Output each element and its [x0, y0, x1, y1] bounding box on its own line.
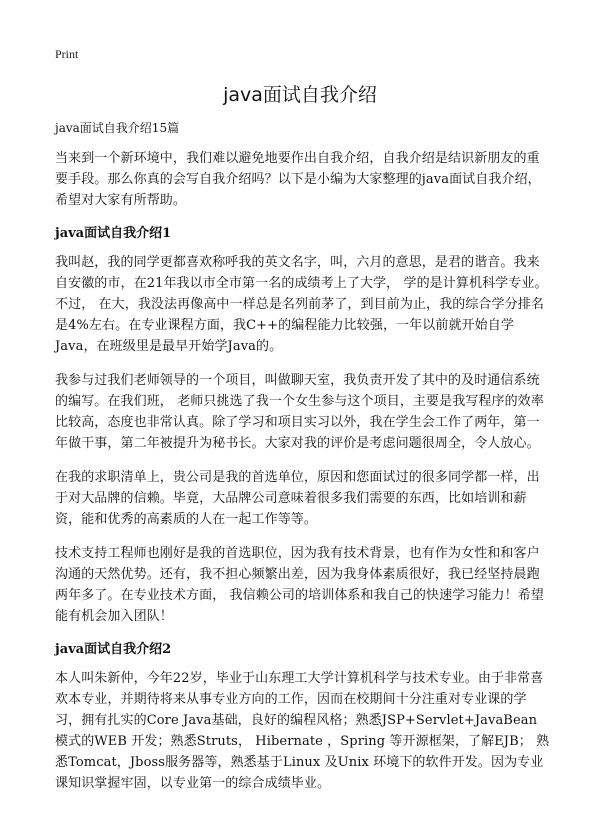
- section-paragraph: 我参与过我们老师领导的一个项目，叫做聊天室，我负责开发了其中的及时通信系统的编写。在我们班， 老师只挑选了我一个女生参与这个项目，主要是我写程序的效率比较高，态度也非常认真。除了学习和项目实习以外，我在学生会工作了两年，第一年做干事，第二年被提升为秘书长。大家对我的评价是考虑问题很周全，令人放心。: [55, 373, 544, 451]
- section-paragraph: 本人叫朱新仲，今年22岁，毕业于山东理工大学计算机科学与技术专业。由于非常喜欢本专业，并期待将来从事专业方向的工作，因而在校期间十分注重对专业课的学习，拥有扎实的Core Java基础，良好的编程风格；熟悉JSP+Servlet+JavaBean 模式的WEB 开发；熟悉Struts， Hibernate ，Spring 等开源框架，了解EJB； 熟悉Tomcat，Jboss服务器等，熟悉基于Linux 及Unix 环境下的软件开发。因为专业课知识掌握牢固，以专业第一的综合成绩毕业。: [55, 671, 550, 791]
- article-body: [55, 120, 550, 807]
- section-heading: java面试自我介绍1: [55, 226, 172, 241]
- section-paragraph: 在我的求职清单上，贵公司是我的首选单位，原因和您面试过的很多同学都一样，出于对大品牌的信赖。毕竟，大品牌公司意味着很多我们需要的东西，比如培训和薪资，能和优秀的高素质的人在一起工作等等。: [55, 470, 540, 527]
- section-2: [55, 640, 550, 794]
- article-subtitle: java面试自我介绍15篇: [55, 121, 180, 135]
- section-1: [55, 224, 550, 627]
- intro-paragraph: 当来到一个新环境中，我们难以避免地要作出自我介绍，自我介绍是结识新朋友的重要手段。那么你真的会写自我介绍吗？以下是小编为大家整理的java面试自我介绍，希望对大家有所帮助。: [55, 151, 541, 208]
- section-paragraph: 我叫赵，我的同学更都喜欢称呼我的英文名字，叫，六月的意思，是君的谐音。我来自安徽的市，在21年我以市全市第一名的成绩考上了大学， 学的是计算机科学专业。不过， 在大，我没法再像高中一样总是名列前茅了，到目前为止，我的综合学分排名是4%左右。在专业课程方面，我C++的编程能力比较强，一年以前就开始自学Java，在班级里是最早开始学Java的。: [55, 255, 548, 354]
- section-heading: java面试自我介绍2: [55, 642, 172, 657]
- section-paragraph: 技术支持工程师也刚好是我的首选职位，因为我有技术背景，也有作为女性和和客户沟通的天然优势。还有，我不担心频繁出差，因为我身体素质很好，我已经坚持晨跑两年多了。在专业技术方面， 我信赖公司的培训体系和我自己的快速学习能力！希望能有机会加入团队！: [55, 546, 544, 624]
- page-title: java面试自我介绍: [223, 84, 377, 106]
- print-link[interactable]: Print: [55, 47, 79, 61]
